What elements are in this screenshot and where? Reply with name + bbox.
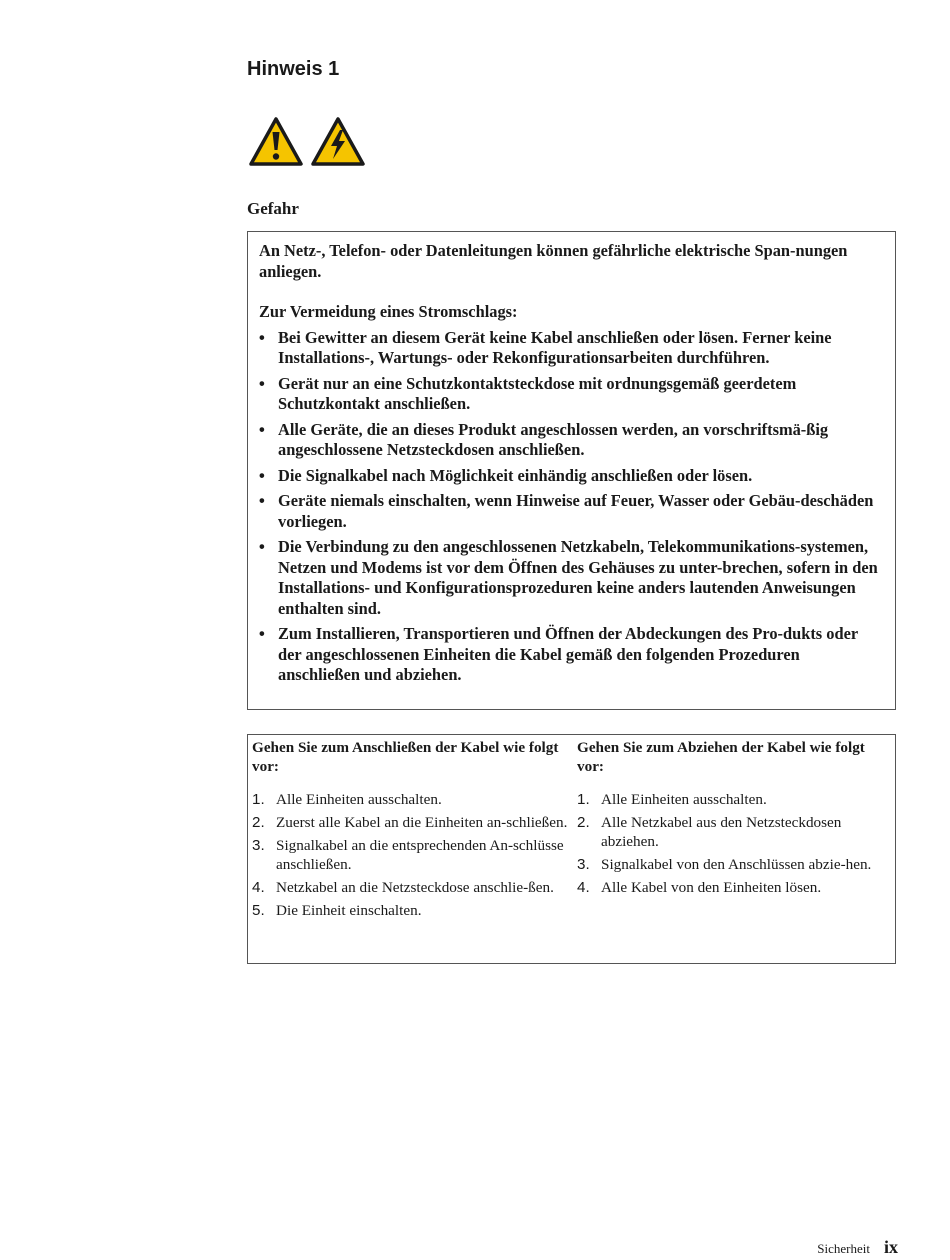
danger-item-text: Zum Installieren, Transportieren und Öffnen der Abdeckungen des Pro-dukts oder der angeschlossenen Einheiten die Kabel gemäß den folgenden Prozeduren anschließen und abziehen. <box>278 624 858 684</box>
warning-exclamation-icon <box>248 116 304 168</box>
disconnect-step: 1. Alle Einheiten ausschalten. <box>577 791 767 808</box>
bullet-icon: • <box>259 420 265 439</box>
danger-item-text: Alle Geräte, die an dieses Produkt angeschlossen werden, an vorschriftsmä-ßig angeschlossene Netzsteckdosen anschließen. <box>278 419 829 459</box>
footer-section: Sicherheit <box>817 1241 870 1256</box>
bullet-icon: • <box>259 625 265 643</box>
danger-item-text: Gerät nur an eine Schutzkontaktsteckdose mit ordnungsgemäß geerdetem Schutzkontakt anschließen. <box>278 373 797 413</box>
disconnect-step-text: Alle Netzkabel aus den Netzsteckdosen abziehen. <box>601 814 842 850</box>
danger-list-item <box>259 624 885 686</box>
disconnect-step-text: Alle Einheiten ausschalten. <box>601 791 767 808</box>
danger-item-text: Geräte niemals einschalten, wenn Hinweise auf Feuer, Wasser oder Gebäu-deschäden vorliegen. <box>278 491 874 531</box>
connect-step-text: Die Einheit einschalten. <box>276 902 422 919</box>
disconnect-step: 3. Signalkabel von den Anschlüssen abzie-hen. <box>577 856 872 873</box>
bullet-icon: • <box>259 466 265 485</box>
danger-intro: An Netz-, Telefon- oder Datenleitungen können gefährliche elektrische Span-nungen anliegen. <box>259 241 848 281</box>
danger-list-item <box>259 537 885 619</box>
disconnect-column <box>574 735 895 963</box>
cable-procedures-table <box>247 734 896 964</box>
connect-step-text: Netzkabel an die Netzsteckdose anschlie-ßen. <box>276 879 554 896</box>
hazard-icons <box>248 116 366 168</box>
connect-step-text: Zuerst alle Kabel an die Einheiten an-schließen. <box>276 814 568 831</box>
bullet-icon: • <box>259 492 265 510</box>
danger-list-item <box>259 420 885 461</box>
connect-step: 4. Netzkabel an die Netzsteckdose anschlie-ßen. <box>252 879 554 896</box>
connect-step: 2. Zuerst alle Kabel an die Einheiten an-schließen. <box>252 814 568 831</box>
danger-item-text: Bei Gewitter an diesem Gerät keine Kabel anschließen oder lösen. Ferner keine Installations-, Wartungs- oder Rekonfigurationsarbeiten durchführen. <box>278 327 832 367</box>
disconnect-step-text: Signalkabel von den Anschlüssen abzie-hen. <box>601 856 872 873</box>
danger-list-item <box>259 491 885 532</box>
bullet-icon: • <box>259 328 265 347</box>
disconnect-steps <box>577 790 891 897</box>
page-footer <box>817 1237 898 1258</box>
page-heading: Hinweis 1 <box>247 58 340 80</box>
connect-step: 3. Signalkabel an die entsprechenden An-schlüsse anschließen. <box>252 837 564 873</box>
connect-step: 1. Alle Einheiten ausschalten. <box>252 791 442 808</box>
electrical-hazard-icon <box>310 116 366 168</box>
danger-list-item <box>259 374 885 415</box>
page-number: ix <box>883 1237 898 1257</box>
danger-item-text: Die Signalkabel nach Möglichkeit einhändig anschließen oder lösen. <box>278 465 753 485</box>
connect-step-text: Signalkabel an die entsprechenden An-schlüsse anschließen. <box>276 837 564 873</box>
connect-step-text: Alle Einheiten ausschalten. <box>276 791 442 808</box>
connect-title: Gehen Sie zum Anschließen der Kabel wie folgt vor: <box>252 739 559 775</box>
danger-list-item <box>259 328 885 369</box>
connect-steps <box>252 790 570 920</box>
bullet-icon: • <box>259 538 265 556</box>
danger-list <box>259 328 885 686</box>
danger-item-text: Die Verbindung zu den angeschlossenen Netzkabeln, Telekommunikations-systemen, Netzen und Modems ist vor dem Öffnen des Gehäuses zu unter-brechen, sofern in den Installations- und Konfigurationsprozeduren keine anders lautenden Anweisungen enthalten sind. <box>278 537 878 618</box>
disconnect-title: Gehen Sie zum Abziehen der Kabel wie folgt vor: <box>577 739 865 775</box>
danger-notice-box <box>247 231 896 710</box>
connect-column <box>248 735 574 963</box>
danger-label: Gefahr <box>247 199 299 218</box>
danger-list-item <box>259 466 885 487</box>
disconnect-step-text: Alle Kabel von den Einheiten lösen. <box>601 879 822 896</box>
disconnect-step: 4. Alle Kabel von den Einheiten lösen. <box>577 879 822 896</box>
bullet-icon: • <box>259 374 265 393</box>
danger-lead: Zur Vermeidung eines Stromschlags: <box>259 302 518 321</box>
connect-step: 5. Die Einheit einschalten. <box>252 902 422 919</box>
disconnect-step: 2. Alle Netzkabel aus den Netzsteckdosen abziehen. <box>577 814 842 850</box>
